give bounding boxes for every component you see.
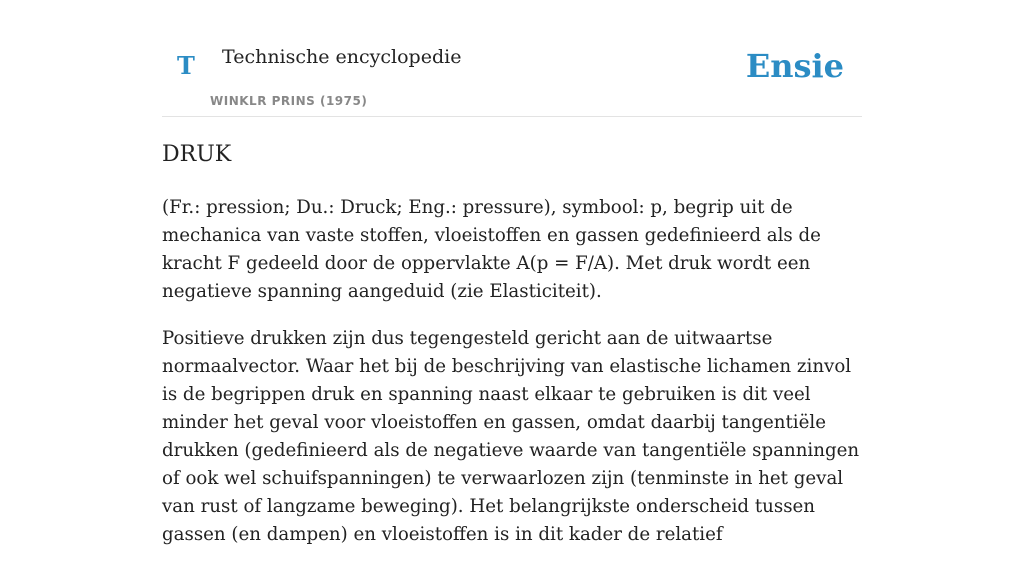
encyclopedia-title-link[interactable]: Technische encyclopedie bbox=[222, 46, 462, 68]
category-logo-icon[interactable]: T bbox=[177, 51, 195, 80]
article-paragraph: Positieve drukken zijn dus tegengesteld gericht aan de uitwaartse normaalvector. Waar het bij de beschrijving van elastische lichamen zinvol is de begrippen druk en spanning naast elkaar te gebruiken is dit veel minder het geval voor vloeistoffen en gassen, omdat daarbij tangentiële drukken (gedefinieerd als de negatieve waarde van tangentiële spanningen of ook wel schuifspanningen) te verwaarlozen zijn (tenminste in het geval van rust of langzame beweging). Het belangrijkste onderscheid tussen gassen (en dampen) en vloeistoffen is in dit kader de relatief bbox=[162, 328, 860, 545]
article bbox=[162, 140, 864, 568]
header bbox=[162, 0, 862, 117]
article-title: DRUK bbox=[162, 142, 232, 167]
ensie-logo[interactable]: Ensie bbox=[745, 47, 844, 85]
article-paragraph: (Fr.: pression; Du.: Druck; Eng.: pressure), symbool: p, begrip uit de mechanica van vaste stoffen, vloeistoffen en gassen gedefinieerd als de kracht F gedeeld door de oppervlakte A(p = F/A). Met druk wordt een negatieve spanning aangeduid (zie Elasticiteit). bbox=[162, 197, 821, 302]
source-label: WINKLR PRINS (1975) bbox=[210, 94, 368, 108]
